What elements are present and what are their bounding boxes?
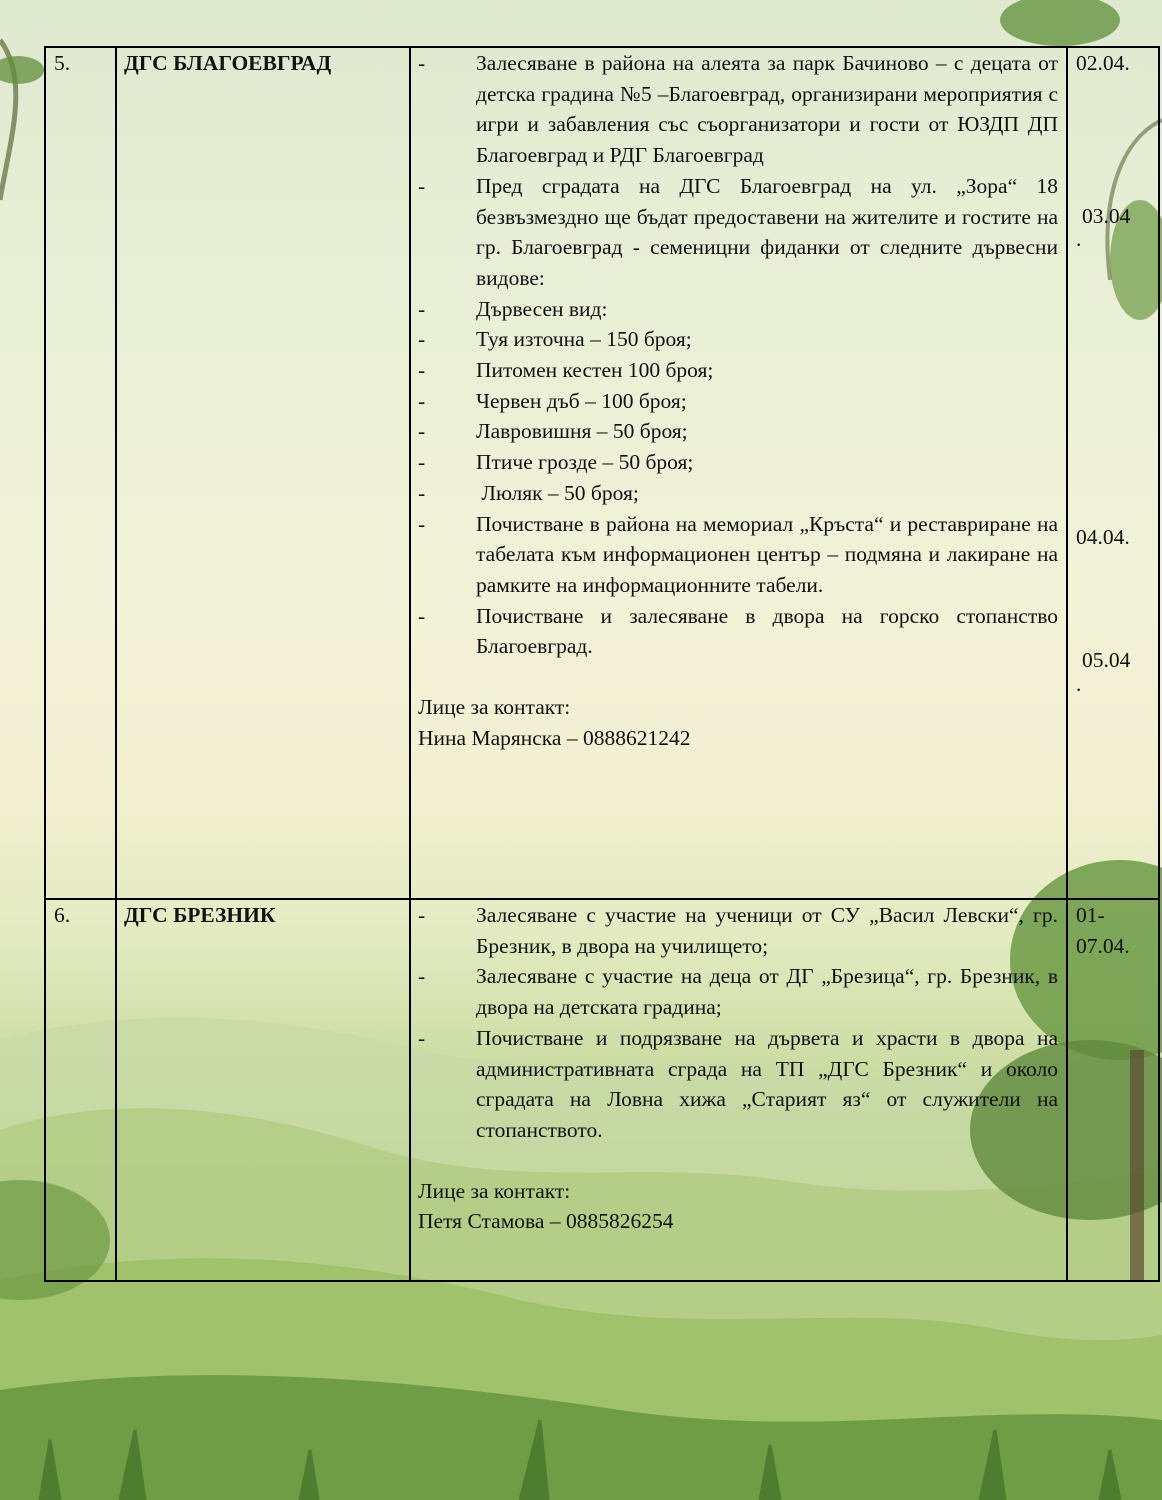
list-item: - Лавровишня – 50 броя; — [418, 419, 688, 444]
list-item: - Люляк – 50 броя; — [418, 480, 639, 505]
contact-block — [418, 1176, 1058, 1237]
list-item: - Залесяване с участие на ученици от СУ „Васил Левски“, гр. Брезник, в двора на училището; — [418, 903, 1058, 958]
leaf-cluster-top-left — [0, 56, 44, 84]
row-number: 5. — [45, 47, 116, 899]
list-item: - Почистване и подрязване на дървета и храсти в двора на административната сграда на ТП „ДГС Брезник“ и около сградата на Ловна хижа „Старият яз“ от служители на стопанството. — [418, 1025, 1058, 1142]
date-dot: . — [1076, 227, 1082, 252]
activities-cell — [410, 47, 1067, 899]
date-value: 04.04. — [1076, 525, 1130, 550]
contact-label: Лице за контакт: — [418, 695, 571, 720]
table-row — [45, 899, 1159, 1281]
list-item: - Червен дъб – 100 броя; — [418, 388, 687, 413]
list-item: - Питомен кестен 100 броя; — [418, 358, 714, 383]
list-item: - Дървесен вид: — [418, 296, 608, 321]
list-item: - Залесяване в района на алеята за парк Бачиново – с децата от детска градина №5 –Благоевград, организирани мероприятия с игри и забавления със съорганизатори и гости от ЮЗДП ДП Благоевград и РДГ Благоевград — [418, 51, 1058, 168]
list-item: - Залесяване с участие на деца от ДГ „Брезица“, гр. Брезник, в двора на детската градина; — [418, 964, 1058, 1020]
contact-person: Петя Стамова – 0885826254 — [418, 1209, 674, 1234]
activities-cell — [410, 899, 1067, 1281]
list-item: - Птиче грозде – 50 броя; — [418, 450, 694, 475]
leaf-cluster-top-right — [1000, 0, 1120, 46]
date-value: 02.04. — [1076, 51, 1130, 75]
date-value: 03.04 — [1082, 203, 1131, 228]
activities-table — [44, 46, 1160, 1282]
list-item: - Туя източна – 150 броя; — [418, 327, 692, 352]
list-item: - Почистване и залесяване в двора на горско стопанство Благоевград. — [418, 603, 1058, 659]
row-number: 6. — [45, 899, 116, 1281]
date-dot: . — [1076, 671, 1082, 696]
contact-label: Лице за контакт: — [418, 1178, 571, 1203]
organization-name: ДГС БРЕЗНИК — [116, 899, 410, 1281]
organization-name: ДГС БЛАГОЕВГРАД — [116, 47, 410, 899]
list-item: - Пред сградата на ДГС Благоевград на ул. „Зора“ 18 безвъзмездно ще бъдат предоставени на жителите и гостите на гр. Благоевград - семеницни фиданки от следните дървесни видове: — [418, 173, 1058, 290]
dates-cell — [1067, 47, 1159, 899]
contact-block — [418, 692, 1058, 753]
date-value: 01- — [1076, 903, 1105, 927]
date-value: 05.04 — [1082, 648, 1131, 673]
contact-person: Нина Марянска – 0888621242 — [418, 725, 691, 750]
list-item: - Почистване в района на мемориал „Кръста“ и реставриране на табелата към информационен център – подмяна и лакиране на рамките на информационните табели. — [418, 511, 1058, 597]
date-value: 07.04. — [1076, 933, 1130, 958]
dates-cell — [1067, 899, 1159, 1281]
table-row — [45, 47, 1159, 899]
